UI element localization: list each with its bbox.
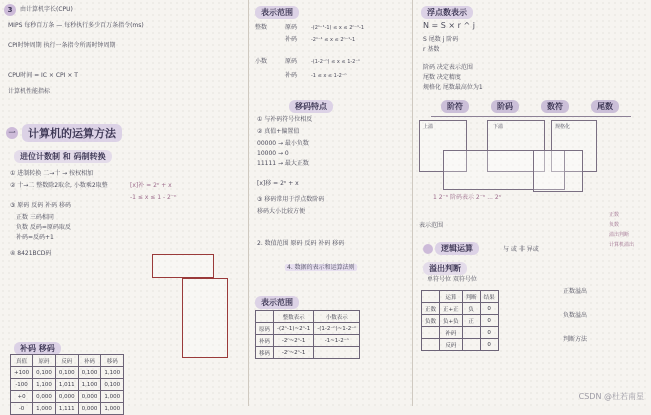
- cell: 补码: [440, 327, 463, 339]
- cell: 0,100: [101, 379, 124, 391]
- note-line: 规格化 尾数最高位为1: [423, 84, 483, 91]
- th: [256, 311, 274, 323]
- side-note: 溢出判断: [609, 232, 630, 238]
- cell: -0: [11, 403, 33, 415]
- note-line: 计算机性能指标: [8, 88, 51, 95]
- th: 判断: [462, 291, 480, 303]
- sub-box-label: 规格化: [555, 124, 571, 130]
- cell: -2ⁿ~2ⁿ-1: [274, 347, 314, 359]
- sub-box: [533, 150, 583, 192]
- note-line: 负数 反码=原码取反: [16, 224, 71, 231]
- range-label: 表示范围: [419, 222, 444, 229]
- section-title: 计算机的运算方法: [22, 124, 122, 142]
- cell: 1,100: [78, 379, 101, 391]
- range-value: -(2ⁿ⁻¹-1) ≤ x ≤ 2ⁿ⁻¹-1: [311, 25, 365, 31]
- cell: -1~1-2⁻ⁿ: [314, 335, 360, 347]
- col2-mid-header: 移码特点: [289, 100, 333, 113]
- cell: 补码: [256, 335, 274, 347]
- note-line: 2. 数值范围 原码 反码 补码 移码: [257, 240, 345, 247]
- cell: 负数: [422, 315, 440, 327]
- col3-sub: 溢出判断: [423, 262, 467, 275]
- note-line: ② 真值+偏置值: [257, 128, 300, 135]
- tab-label: 数符: [541, 100, 569, 113]
- cell: 正数: [422, 303, 440, 315]
- range-code: 补码: [285, 72, 298, 79]
- cell: 0,100: [33, 367, 56, 379]
- highlight-box: [152, 254, 214, 278]
- cell: 反码: [440, 339, 463, 351]
- note-line: 移码大小比较方便: [257, 208, 306, 215]
- cell: 正: [462, 315, 480, 327]
- range-code: 原码: [285, 58, 298, 65]
- th: 真值: [11, 355, 33, 367]
- note-line: -1 ≤ x ≤ 1 - 2⁻ⁿ: [130, 194, 177, 201]
- range-code: 原码: [285, 24, 298, 31]
- cell: -(1-2⁻ⁿ)~1-2⁻ⁿ: [314, 323, 360, 335]
- th: 结果: [480, 291, 498, 303]
- cell: 1,011: [55, 379, 78, 391]
- cell: 正+正: [440, 303, 463, 315]
- note-line: ③ 原码 反码 补码 移码: [10, 202, 72, 209]
- note-line: 正数 三码相同: [16, 214, 54, 221]
- cell: 0: [480, 303, 498, 315]
- note-line: ② 十→二 整数除2取余, 小数乘2取整: [10, 182, 108, 189]
- th: [422, 291, 440, 303]
- cell: +100: [11, 367, 33, 379]
- note-line: ① 与补码符号位相反: [257, 116, 313, 123]
- highlight-box: [182, 278, 228, 358]
- right-note: 正数溢出: [563, 288, 588, 295]
- cell: [422, 339, 440, 351]
- table-header: 补码 移码: [14, 342, 61, 355]
- cell: 1,111: [55, 403, 78, 415]
- th: 小数表示: [314, 311, 360, 323]
- note-line: CPU时间 = IC × CPI × T: [8, 72, 78, 79]
- th: 移码: [101, 355, 124, 367]
- side-note: 负数: [609, 222, 620, 228]
- cell: 1,000: [101, 391, 124, 403]
- cell: 1,100: [101, 367, 124, 379]
- note-line: 补码=反码+1: [16, 234, 54, 241]
- range-value: -1 ≤ x ≤ 1-2⁻ⁿ: [311, 73, 347, 79]
- side-note: 计算机溢出: [609, 242, 635, 248]
- note-line: 00000 → 最小负数: [257, 140, 309, 147]
- note-line: ③ 移码常用于浮点数阶码: [257, 196, 325, 203]
- cell: 负+负: [440, 315, 463, 327]
- range-kind: 整数: [255, 24, 268, 31]
- cell: -100: [11, 379, 33, 391]
- column-middle: [248, 0, 409, 406]
- subsection-title: 进位计数制 和 码制转换: [14, 150, 112, 163]
- cell: -2ⁿ~2ⁿ-1: [274, 335, 314, 347]
- tab-label: 尾数: [591, 100, 619, 113]
- cell: 移码: [256, 347, 274, 359]
- th: 原码: [33, 355, 56, 367]
- range-code: 补码: [285, 36, 298, 43]
- right-note: 判断方法: [563, 336, 588, 343]
- range-value: -(1-2⁻ⁿ) ≤ x ≤ 1-2⁻ⁿ: [311, 59, 360, 65]
- highlight-line: 4. 数据的表示和运算法则: [287, 264, 355, 271]
- bullet-icon: [423, 244, 433, 254]
- cell: 0,000: [78, 391, 101, 403]
- watermark: CSDN @杜若南星: [578, 392, 644, 401]
- cell: 0,100: [78, 367, 101, 379]
- note-line: MIPS 每秒百万条 — 每秒执行多少百万条指令(ms): [8, 22, 144, 29]
- cell: [462, 339, 480, 351]
- overflow-table: [421, 290, 499, 351]
- cell: 0,000: [78, 403, 101, 415]
- cell: 负: [462, 303, 480, 315]
- sub-box-label: 下溢: [493, 124, 504, 130]
- note-line: CPI时钟周期 执行一条指令所需时钟周期: [8, 42, 116, 49]
- cell: 0,000: [33, 391, 56, 403]
- side-note: 正数: [609, 212, 620, 218]
- cell: 0: [480, 339, 498, 351]
- cell: 1,000: [33, 403, 56, 415]
- cell: [462, 327, 480, 339]
- note-line: 10000 → 0: [257, 150, 289, 157]
- col3-section: 逻辑运算: [435, 242, 479, 255]
- col2-title: 表示范围: [255, 6, 299, 19]
- cell: [314, 347, 360, 359]
- cell: 原码: [256, 323, 274, 335]
- note-line: S 尾数 j 阶码: [423, 36, 459, 43]
- th: 运算: [440, 291, 463, 303]
- cell: 0,100: [55, 367, 78, 379]
- th: 整数表示: [274, 311, 314, 323]
- formula: N = S × r ^ j: [423, 21, 475, 30]
- column-left: [0, 0, 244, 412]
- note-line: 由计算机字长(CPU): [20, 6, 73, 13]
- tab-label: 阶码: [491, 100, 519, 113]
- cell: [422, 327, 440, 339]
- col3-title: 浮点数表示: [421, 6, 473, 19]
- section-number: 一: [6, 127, 18, 139]
- right-note: 负数溢出: [563, 312, 588, 319]
- col2-header2: 表示范围: [255, 296, 299, 309]
- note-line: 尾数 决定精度: [423, 74, 461, 81]
- badge-3: 3: [4, 4, 16, 16]
- note-line: ④ 8421BCD码: [10, 250, 52, 257]
- th: 补码: [78, 355, 101, 367]
- range-table: [255, 310, 360, 359]
- cell: 1,000: [101, 403, 124, 415]
- note-line: [x]补 = 2ⁿ + x: [130, 182, 172, 189]
- sub-note: 单符号位 双符号位: [427, 276, 477, 283]
- note-line: r 基数: [423, 46, 440, 53]
- section-note: 与 或 非 异或: [503, 246, 539, 253]
- sub-box-label: 上溢: [423, 124, 434, 130]
- range-kind: 小数: [255, 58, 268, 65]
- cell: +0: [11, 391, 33, 403]
- note-line: 11111 → 最大正数: [257, 160, 309, 167]
- column-right: [412, 0, 651, 406]
- divider-line: [431, 116, 631, 117]
- code-table: [10, 354, 124, 415]
- cell: 0: [480, 315, 498, 327]
- note-line: ① 进制转换 二→十 → 按权相加: [10, 170, 94, 177]
- note-line: 阶码 决定表示范围: [423, 64, 473, 71]
- caption: 1 2⁻ⁿ 阶码表示 2⁻ⁿ ... 2ⁿ: [433, 194, 502, 201]
- note-line: [x]移 = 2ⁿ + x: [257, 180, 299, 187]
- range-value: -2ⁿ⁻¹ ≤ x ≤ 2ⁿ⁻¹-1: [311, 37, 356, 43]
- th: 反码: [55, 355, 78, 367]
- cell: 1,100: [33, 379, 56, 391]
- cell: 0: [480, 327, 498, 339]
- cell: 0,000: [55, 391, 78, 403]
- cell: -(2ⁿ-1)~2ⁿ-1: [274, 323, 314, 335]
- tab-label: 阶符: [441, 100, 469, 113]
